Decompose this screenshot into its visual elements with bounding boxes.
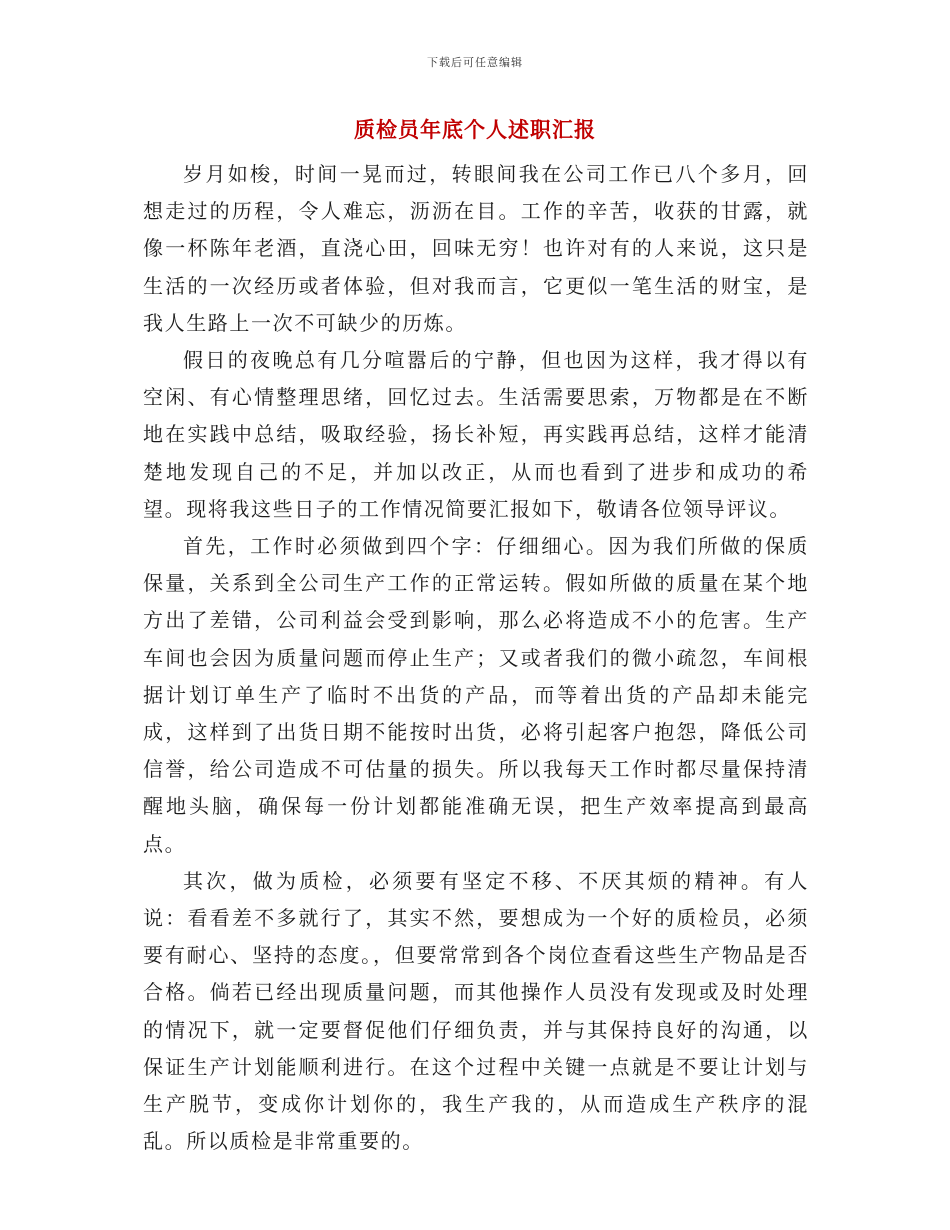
paragraph: 其次，做为质检，必须要有坚定不移、不厌其烦的精神。有人说：看看差不多就行了，其实不然，要想成为一个好的质检员，必须要有耐心、坚持的态度。，但要常常到各个岗位查看这些生产物品是否合格。倘若已经出现质量问题，而其他操作人员没有发现或及时处理的情况下，就一定要督促他们仔细负责，并与其保持良好的沟通，以保证生产计划能顺利进行。在这个过程中关键一点就是不要让计划与生产脱节，变成你计划你的，我生产我的，从而造成生产秩序的混乱。所以质检是非常重要的。 [143, 868, 809, 1154]
paragraph: 岁月如梭，时间一晃而过，转眼间我在公司工作已八个多月，回想走过的历程，令人难忘，沥沥在目。工作的辛苦，收获的甘露，就像一杯陈年老酒，直浇心田，回味无穷！也许对有的人来说，这只是生活的一次经历或者体验，但对我而言，它更似一笔生活的财宝，是我人生路上一次不可缺少的历炼。 [143, 162, 809, 335]
document-title: 质检员年底个人述职汇报 [354, 118, 596, 142]
header-note: 下载后可任意编辑 [427, 56, 523, 69]
paragraph: 假日的夜晚总有几分喧嚣后的宁静，但也因为这样，我才得以有空闲、有心情整理思绪，回忆过去。生活需要思索，万物都是在不断地在实践中总结，吸取经验，扬长补短，再实践再总结，这样才能清楚地发现自己的不足，并加以改正，从而也看到了进步和成功的希望。现将我这些日子的工作情况简要汇报如下，敬请各位领导评议。 [143, 348, 809, 521]
document-body [143, 156, 809, 1160]
paragraph: 首先，工作时必须做到四个字：仔细细心。因为我们所做的保质保量，关系到全公司生产工作的正常运转。假如所做的质量在某个地方出了差错，公司利益会受到影响，那么必将造成不小的危害。生产车间也会因为质量问题而停止生产；又或者我们的微小疏忽，车间根据计划订单生产了临时不出货的产品，而等着出货的产品却未能完成，这样到了出货日期不能按时出货，必将引起客户抱怨，降低公司信誉，给公司造成不可估量的损失。所以我每天工作时都尽量保持清醒地头脑，确保每一份计划都能准确无误，把生产效率提高到最高点。 [143, 534, 809, 856]
